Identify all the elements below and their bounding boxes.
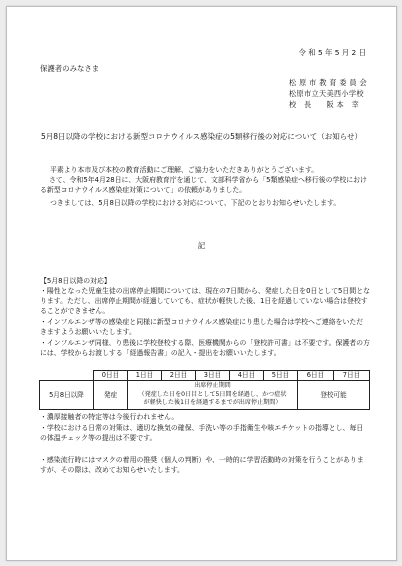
item-4: ・濃厚接触者の特定等は今後行われません。 xyxy=(40,413,179,421)
issuer-org: 松 原 市 教 育 委 員 会 xyxy=(289,78,367,87)
day-1-header: 1日目 xyxy=(128,371,162,381)
item-3: ・インフルエンザ同様、り患後に学校登校する際、医療機関からの「登校許可書」は不要です。保護者の方には、学校からお渡しする「経過報告書」の記入・提出をお願いいたします。 xyxy=(40,339,370,358)
table-header-row xyxy=(40,371,370,381)
attendance-allowed-cell: 登校可能 xyxy=(298,381,370,410)
day-0-header: 0日目 xyxy=(94,371,128,381)
table-corner-cell xyxy=(40,371,94,381)
item-1: ・陽性となった児童生徒の出席停止期間については、現在の7日間から、発症した日を0日として5日間となります。ただし、出席停止期間が経過していても、症状が軽快した後、1日を経過していない場合は登校することができません。 xyxy=(40,287,370,316)
intro-paragraph-3: つきましては、5月8日以降の学校における対応について、下記のとおりお知らせいたします。 xyxy=(50,199,341,207)
row-label: 5月8日以降 xyxy=(40,381,94,410)
day-6-header: 6日目 xyxy=(298,371,334,381)
day-4-header: 4日目 xyxy=(230,371,264,381)
ki-heading: 記 xyxy=(197,241,206,250)
table-row xyxy=(40,381,370,410)
issuer-principal: 校 長 阪 本 幸 xyxy=(289,100,359,109)
isolation-schedule-table xyxy=(39,370,370,410)
document-page xyxy=(6,6,397,561)
isolation-period-cell xyxy=(128,381,298,410)
isolation-period-note-2: が軽快した後1日を経過するまでが出席停止期間） xyxy=(143,399,282,407)
section-heading: 【5月8日以降の対応】 xyxy=(40,277,111,285)
item-5: ・学校における日常の対策は、適切な換気の確保、手洗い等の手指衛生や咳エチケットの指導とし、毎日の体温チェック等の提出は不要です。 xyxy=(40,424,364,443)
recipient: 保護者のみなさま xyxy=(40,64,100,73)
document-title: 5月8日以降の学校における新型コロナウイルス感染症の5類移行後の対応について（お知らせ） xyxy=(41,132,362,141)
day-3-header: 3日目 xyxy=(196,371,230,381)
onset-cell: 発症 xyxy=(94,381,128,410)
intro-paragraph-1: 平素より本市及び本校の教育活動にご理解、ご協力をいただきありがとうございます。 xyxy=(50,166,319,174)
day-7-header: 7日目 xyxy=(334,371,370,381)
day-5-header: 5日目 xyxy=(264,371,298,381)
day-2-header: 2日目 xyxy=(162,371,196,381)
isolation-period-title: 出席停止期間 xyxy=(194,381,231,389)
isolation-period-note-1: （発症した日を0日目として5日間を経過し、かつ症状 xyxy=(138,390,287,398)
issue-date: 令 和 5 年 5 月 2 日 xyxy=(298,48,366,57)
intro-paragraph-2: さて、令和5年4月28日に、大阪府教育庁を通じて、文部科学省から「5類感染症へ移行後の学校における新型コロナウイルス感染症対策について」の依頼がありました。 xyxy=(40,176,367,195)
item-2: ・インフルエンザ等の感染症と同様に新型コロナウイルス感染症にり患した場合は学校へご連絡をいただきますようお願いいたします。 xyxy=(40,318,364,337)
issuer-school: 松原市立天美西小学校 xyxy=(289,89,364,98)
item-6: ・感染流行時にはマスクの着用の推奨（個人の判断）や、一時的に学習活動時の対策を行うことがありますが、その際は、改めてお知らせいたします。 xyxy=(40,456,364,475)
